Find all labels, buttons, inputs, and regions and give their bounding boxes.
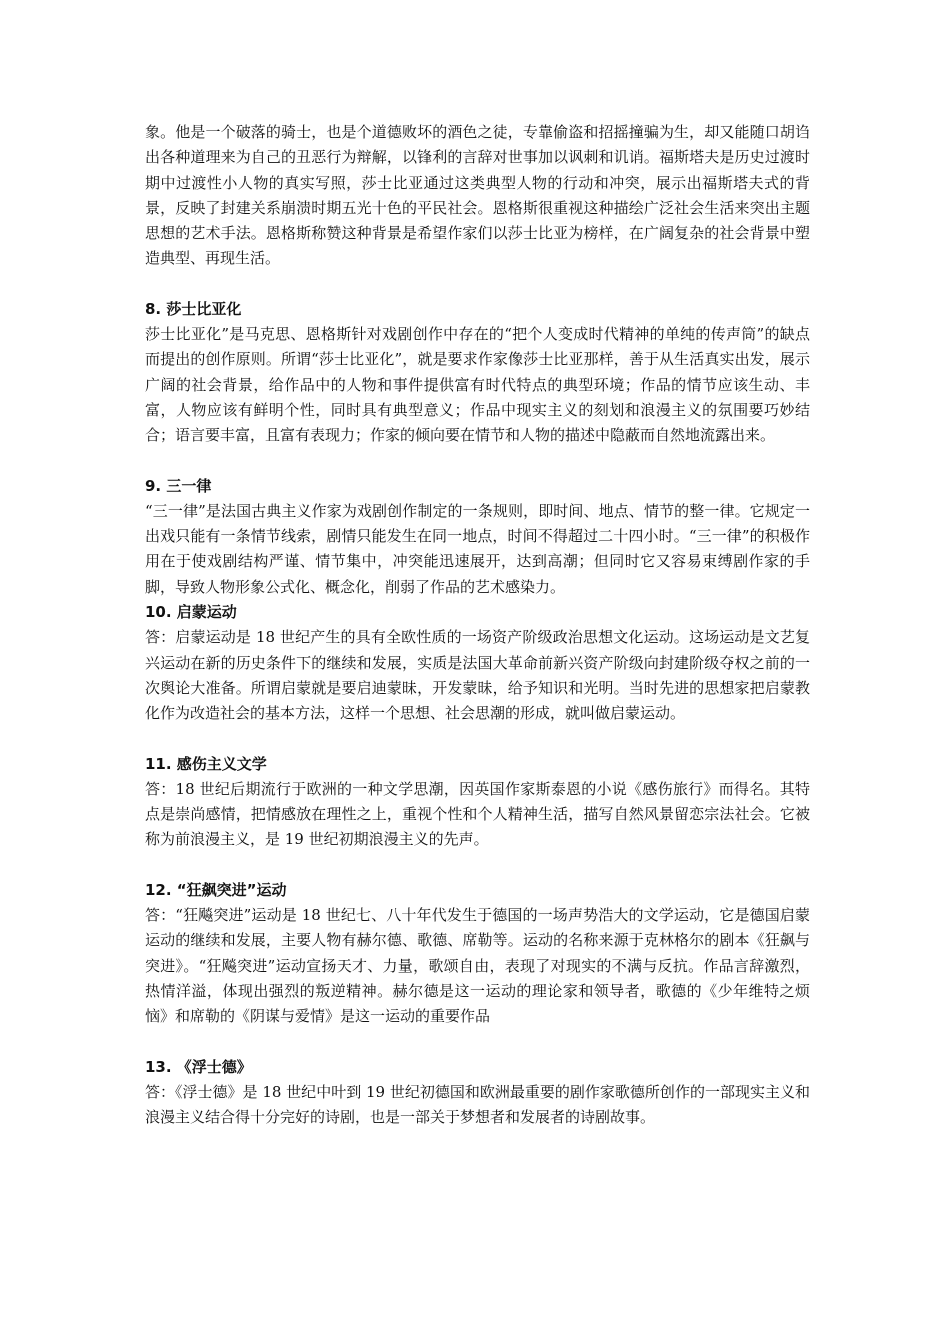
spacer [145, 449, 810, 474]
section-sentimentalism [145, 752, 810, 853]
section-sturm-und-drang [145, 878, 810, 1030]
section-body: 答：启蒙运动是 18 世纪产生的具有全欧性质的一场资产阶级政治思想文化运动。这场运动是文艺复兴运动在新的历史条件下的继续和发展，实质是法国大革命前新兴资产阶级向封建阶级夺权之前的一次舆论大准备。所谓启蒙就是要启迪蒙昧，开发蒙昧，给予知识和光明。当时先进的思想家把启蒙教化作为改造社会的基本方法，这样一个思想、社会思潮的形成，就叫做启蒙运动。 [145, 628, 810, 723]
section-heading: 11. 感伤主义文学 [145, 754, 267, 773]
section-heading: 10. 启蒙运动 [145, 603, 237, 622]
section-heading: 8. 莎士比亚化 [145, 299, 242, 318]
section-enlightenment [145, 600, 810, 726]
section-body: 答：18 世纪后期流行于欧洲的一种文学思潮，因英国作家斯泰恩的小说《感伤旅行》而得名。其特点是崇尚感情，把情感放在理性之上，重视个性和个人精神生活，描写自然风景留恋宗法社会。它被称为前浪漫主义，是 19 世纪初期浪漫主义的先声。 [145, 779, 810, 849]
section-shakespeareanization [145, 297, 810, 449]
section-heading: 13. 《浮士德》 [145, 1057, 252, 1076]
section-three-unities [145, 474, 810, 600]
spacer [145, 853, 810, 878]
section-body: 答：“狂飚突进”运动是 18 世纪七、八十年代发生于德国的一场声势浩大的文学运动，它是德国启蒙运动的继续和发展，主要人物有赫尔德、歌德、席勒等。运动的名称来源于克林格尔的剧本《狂飙与突进》。“狂飚突进”运动宣扬天才、力量，歌颂自由，表现了对现实的不满与反抗。作品言辞激烈，热情洋溢，体现出强烈的叛逆精神。赫尔德是这一运动的理论家和领导者，歌德的《少年维特之烦恼》和席勒的《阴谋与爱情》是这一运动的重要作品 [145, 906, 810, 1026]
spacer [145, 727, 810, 752]
section-heading: 12. “狂飙突进”运动 [145, 880, 287, 899]
section-body: 莎士比亚化”是马克思、恩格斯针对戏剧创作中存在的“把个人变成时代精神的单纯的传声筒”的缺点而提出的创作原则。所谓“莎士比亚化”，就是要求作家像莎士比亚那样，善于从生活真实出发，展示广阔的社会背景，给作品中的人物和事件提供富有时代特点的典型环境；作品的情节应该生动、丰富，人物应该有鲜明个性，同时具有典型意义；作品中现实主义的刻划和浪漫主义的氛围要巧妙结合；语言要丰富，且富有表现力；作家的倾向要在情节和人物的描述中隐蔽而自然地流露出来。 [145, 325, 810, 445]
document-body [145, 120, 810, 1130]
section-faust [145, 1055, 810, 1131]
section-heading: 9. 三一律 [145, 476, 212, 495]
section-body: “三一律”是法国古典主义作家为戏剧创作制定的一条规则，即时间、地点、情节的整一律。它规定一出戏只能有一条情节线索，剧情只能发生在同一地点，时间不得超过二十四小时。“三一律”的积极作用在于使戏剧结构严谨、情节集中，冲突能迅速展开，达到高潮；但同时它又容易束缚剧作家的手脚，导致人物形象公式化、概念化，削弱了作品的艺术感染力。 [145, 501, 810, 596]
section-body: 答：《浮士德》是 18 世纪中叶到 19 世纪初德国和欧洲最重要的剧作家歌德所创作的一部现实主义和浪漫主义结合得十分完好的诗剧，也是一部关于梦想者和发展者的诗剧故事。 [145, 1082, 810, 1127]
spacer [145, 1030, 810, 1055]
intro-paragraph: 象。他是一个破落的骑士，也是个道德败坏的酒色之徒，专靠偷盗和招摇撞骗为生，却又能随口胡诌出各种道理来为自己的丑恶行为辩解，以锋利的言辞对世事加以讽刺和讥诮。福斯塔夫是历史过渡时期中过渡性小人物的真实写照，莎士比亚通过这类典型人物的行动和冲突，展示出福斯塔夫式的背景，反映了封建关系崩溃时期五光十色的平民社会。恩格斯很重视这种描绘广泛社会生活来突出主题思想的艺术手法。恩格斯称赞这种背景是希望作家们以莎士比亚为榜样，在广阔复杂的社会背景中塑造典型、再现生活。 [145, 123, 810, 268]
spacer [145, 272, 810, 297]
